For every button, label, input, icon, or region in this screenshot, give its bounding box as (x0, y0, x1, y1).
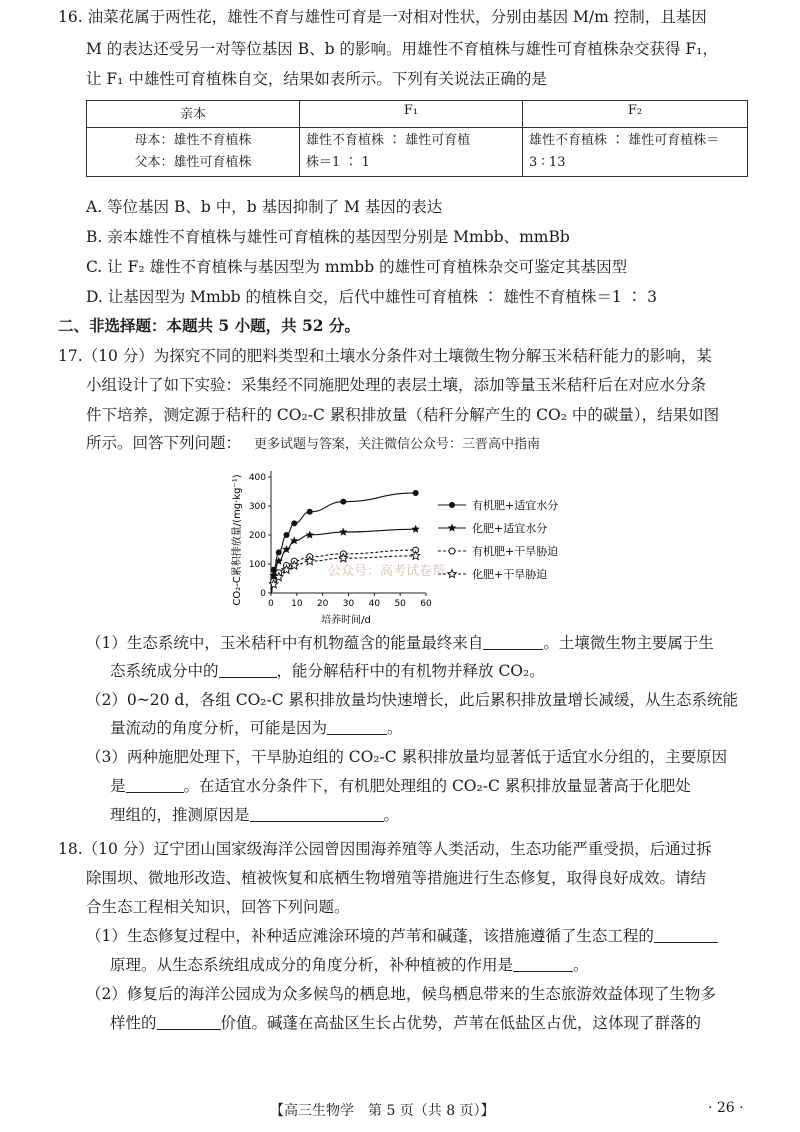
watermark: 公众号：高考试卷帮 (328, 564, 446, 579)
q17-sub2-line-2 (110, 717, 403, 739)
q17-sub3-line-3 (110, 804, 399, 826)
q17-prompt: 所示。回答下列问题： (86, 434, 242, 452)
data-point (411, 551, 420, 559)
q18-line-1: 18.（10 分）辽宁团山国家级海洋公园曾因围海养殖等人类活动，生态功能严重受损，后通过拆 (58, 840, 712, 858)
q18-sub2-text-b: 价值。碱蓬在高盐区生长占优势，芦苇在低盐区占优，这体现了群落的 (220, 1014, 702, 1032)
legend-label: 有机肥+适宜水分 (472, 499, 559, 512)
q18-sub2-text-a: 样性的 (110, 1014, 157, 1032)
data-point (340, 499, 346, 505)
x-tick-label: 0 (268, 599, 274, 609)
y-tick-label: 200 (248, 531, 266, 541)
legend-marker (448, 570, 457, 578)
q17-sub3-text-c: 理组的，推测原因是 (110, 806, 250, 824)
answer-blank[interactable] (327, 718, 387, 735)
chart-x-axis-label: 培养时间/d (321, 615, 371, 626)
parent-father: 父本：雄性可育植株 (134, 155, 252, 170)
q18-line-3: 合生态工程相关知识，回答下列问题。 (86, 898, 350, 916)
q16-line-1: 16. 油菜花属于两性花，雄性不育与雄性可育是一对相对性状，分别由基因 M/m 控制，且基因 (58, 8, 707, 26)
data-point (276, 549, 282, 555)
q18-sub2-line-1: （2）修复后的海洋公园成为众多候鸟的栖息地，候鸟栖息带来的生态旅游效益体现了生物多 (86, 985, 716, 1003)
q17-sub2-line-1: （2）0~20 d，各组 CO₂-C 累积排放量均快速增长，此后累积排放量增长减缓，从生态系统能 (86, 691, 739, 709)
q17-line-4 (86, 432, 540, 456)
table-cell-f2 (523, 128, 748, 177)
f2-ratio-line-2: 3 ∶ 13 (529, 155, 566, 170)
answer-blank[interactable] (654, 926, 718, 943)
q16-option-a: A. 等位基因 B、b 中，b 基因抑制了 M 基因的表达 (86, 198, 443, 216)
q17-line-2: 小组设计了如下实验：采集经不同施肥处理的表层土壤，添加等量玉米秸秆后在对应水分条 (86, 376, 707, 394)
table-header-f2: F₂ (523, 101, 748, 128)
data-point (284, 532, 290, 538)
co2-emission-chart (226, 455, 606, 627)
x-tick-label: 20 (316, 599, 329, 609)
data-point (339, 528, 348, 536)
data-point (291, 520, 297, 526)
q17-sub1-line-1 (86, 632, 714, 654)
table-header-parent: 亲本 (87, 101, 300, 128)
f1-ratio-line-2: 株＝1 ∶ 1 (306, 155, 370, 170)
answer-blank[interactable] (126, 776, 184, 793)
genetics-table (86, 100, 748, 177)
y-tick-label: 300 (248, 502, 266, 512)
page-footer: 【高三生物学 第 5 页（共 8 页）】 (270, 1103, 495, 1119)
q16-line-2: M 的表达还受另一对等位基因 B、b 的影响。用雄性不育植株与雄性可育植株杂交获得 F₁， (86, 40, 718, 58)
answer-blank[interactable] (483, 633, 543, 650)
q17-sub3-line-1: （3）两种施肥处理下，干旱胁迫组的 CO₂-C 累积排放量均显著低于适宜水分组的，主要原因 (86, 748, 728, 766)
q17-sub2-text-b: 。 (387, 719, 403, 737)
section-heading: 二、非选择题：本题共 5 小题，共 52 分。 (58, 316, 360, 335)
data-point (411, 525, 420, 533)
q17-sub3-text-a: 是 (110, 777, 126, 795)
legend-marker (449, 548, 455, 554)
q18-sub1-text-b: 原理。从生态系统组成成分的角度分析，补种植被的作用是 (110, 956, 514, 974)
promo-note: 更多试题与答案，关注微信公众号：三晋高中指南 (253, 437, 540, 452)
q16-option-b: B. 亲本雄性不育植株与雄性可育植株的基因型分别是 Mmbb、mmBb (86, 228, 570, 246)
q17-sub1-line-2 (110, 660, 545, 682)
f2-ratio-line-1: 雄性不育植株 ∶ 雄性可育植株＝ (529, 133, 720, 148)
q18-sub1-line-2 (110, 954, 589, 976)
x-tick-label: 10 (291, 599, 303, 609)
answer-blank[interactable] (250, 805, 384, 822)
legend-marker (448, 524, 457, 532)
q17-sub1-text-a: （1）生态系统中，玉米秸秆中有机物蕴含的能量最终来自 (86, 634, 484, 652)
q17-sub2-text-a: 量流动的角度分析，可能是因为 (110, 719, 328, 737)
answer-blank[interactable] (513, 955, 573, 972)
data-point (307, 509, 313, 515)
legend-marker (449, 502, 455, 508)
q17-sub1-text-d: ，能分解秸秆中的有机物并释放 CO₂。 (276, 662, 545, 680)
q18-line-2: 除围坝、微地形改造、植被恢复和底栖生物增殖等措施进行生态修复，取得良好成效。请结 (86, 869, 707, 887)
q17-line-3: 件下培养，测定源于秸秆的 CO₂-C 累积排放量（秸秆分解产生的 CO₂ 中的碳量），结果如图 (86, 406, 720, 424)
table-cell-f1 (300, 128, 523, 177)
q17-sub3-line-2 (110, 775, 691, 797)
table-header-f1: F₁ (300, 101, 523, 128)
q16-option-c: C. 让 F₂ 雄性不育植株与基因型为 mmbb 的雄性可育植株杂交可鉴定其基因型 (86, 258, 628, 276)
legend-label: 化肥+适宜水分 (472, 522, 548, 535)
legend-label: 有机肥+干旱胁迫 (472, 545, 559, 558)
q16-line-3: 让 F₁ 中雄性可育植株自交，结果如表所示。下列有关说法正确的是 (86, 70, 547, 88)
q18-sub1-text-c: 。 (573, 956, 589, 974)
page-number: · 26 · (708, 1100, 744, 1116)
q17-line-1: 17.（10 分）为探究不同的肥料类型和土壤水分条件对土壤微生物分解玉米秸秆能力的影响，某 (58, 347, 712, 365)
data-point (306, 531, 315, 539)
q18-sub1-line-1 (86, 925, 718, 947)
legend-label: 化肥+干旱胁迫 (472, 568, 548, 581)
q17-sub1-text-b: 。土壤微生物主要属于生 (543, 634, 714, 652)
answer-blank[interactable] (219, 661, 277, 678)
x-tick-label: 40 (368, 599, 381, 609)
q17-sub3-text-d: 。 (383, 806, 400, 824)
q17-sub1-text-c: 态系统成分中的 (110, 662, 219, 680)
x-tick-label: 50 (394, 599, 406, 609)
data-point (413, 490, 419, 496)
chart-y-axis-label: CO₂-C累积排放量/(mg·kg⁻¹) (232, 474, 243, 606)
f1-ratio-line-1: 雄性不育植株 ∶ 雄性可育植 (306, 133, 471, 148)
y-tick-label: 0 (260, 589, 266, 599)
table-cell-parent (87, 128, 300, 177)
q16-option-d: D. 让基因型为 Mmbb 的植株自交，后代中雄性可育植株 ∶ 雄性不育植株＝1 ∶ 3 (86, 288, 657, 306)
answer-blank[interactable] (157, 1013, 221, 1030)
x-tick-label: 60 (420, 599, 432, 609)
q17-sub3-text-b: 。在适宜水分条件下，有机肥处理组的 CO₂-C 累积排放量显著高于化肥处 (183, 777, 691, 795)
q18-sub2-line-2 (110, 1012, 701, 1034)
q18-sub1-text-a: （1）生态修复过程中，补种适应滩涂环境的芦苇和碱蓬，该措施遵循了生态工程的 (86, 927, 654, 945)
y-tick-label: 100 (248, 560, 266, 570)
parent-mother: 母本：雄性不育植株 (134, 133, 252, 148)
x-tick-label: 30 (342, 599, 355, 609)
y-tick-label: 400 (248, 473, 266, 483)
